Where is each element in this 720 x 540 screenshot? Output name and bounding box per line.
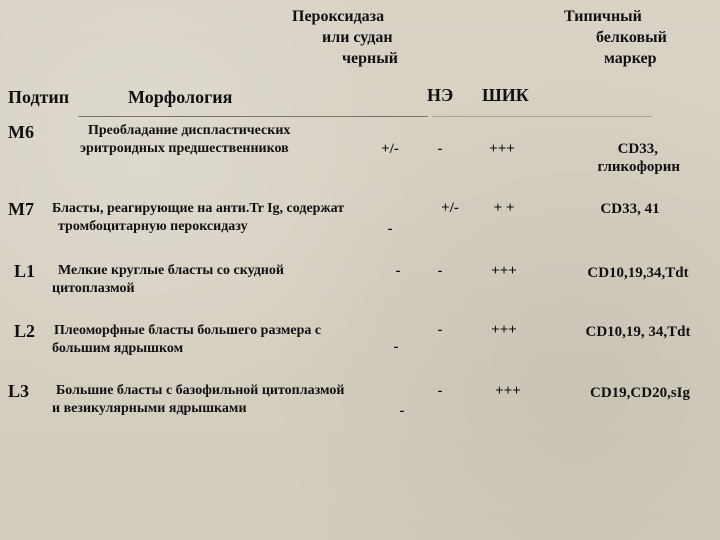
row-l1-morph-line-2: цитоплазмой <box>52 281 135 296</box>
row-l3-code: L3 <box>8 381 30 401</box>
row-l2-morph-line-1: Плеоморфные бласты большего размера с <box>54 323 322 338</box>
row-l1-morphology <box>52 262 284 298</box>
row-l1-code: L1 <box>14 261 36 281</box>
header-marker-line-3: маркер <box>604 50 657 67</box>
row-l2-morphology <box>52 322 321 358</box>
row-l1-peroxidase: - <box>395 263 401 279</box>
row-l3-morph-line-2: и везикулярными ядрышками <box>52 401 247 416</box>
row-l2-marker-line-1: CD10,19, 34,Tdt <box>585 324 691 340</box>
row-l2-marker <box>568 323 708 341</box>
row-l3-marker <box>570 384 710 402</box>
row-l2-ne: - <box>437 322 443 338</box>
header-morphology: Морфология <box>128 87 233 107</box>
row-l3-morph-line-1: Большие бласты с базофильной цитоплазмой <box>56 383 345 398</box>
row-m7-code: М7 <box>8 199 34 219</box>
header-rule <box>78 116 428 117</box>
header-marker-line-1: Типичный <box>564 8 642 25</box>
row-l3-peroxidase: - <box>399 403 405 419</box>
row-l1-ne: - <box>437 263 443 279</box>
header-peroxidase-line-1: Пероксидаза <box>292 8 385 25</box>
header-peroxidase <box>292 6 432 69</box>
header-subtype: Подтип <box>8 87 70 107</box>
row-l3-shik: +++ <box>495 383 521 399</box>
row-l3-ne: - <box>437 383 443 399</box>
header-ne: НЭ <box>427 85 454 105</box>
header-peroxidase-line-2: или судан <box>322 29 393 46</box>
row-m7-morphology <box>52 200 344 236</box>
row-m6-marker <box>560 140 680 176</box>
row-l2-code: L2 <box>14 321 36 341</box>
row-l1-shik: +++ <box>491 263 517 279</box>
row-l2-peroxidase: - <box>393 339 399 355</box>
row-l3-morphology <box>52 382 344 418</box>
row-m6-ne: - <box>437 141 443 157</box>
row-m7-ne: +/- <box>441 200 459 216</box>
row-m7-marker <box>570 200 690 218</box>
row-m6-morph-line-1: Преобладание диспластических <box>88 123 291 138</box>
row-m6-morph-line-2: эритроидных предшественников <box>80 141 289 156</box>
row-m6-peroxidase: +/- <box>381 141 399 157</box>
header-marker-line-2: белковый <box>596 29 667 46</box>
row-m7-marker-line-1: CD33, 41 <box>600 201 660 217</box>
row-m6-shik: +++ <box>489 141 515 157</box>
row-l1-marker <box>568 264 708 282</box>
row-l2-morph-line-2: большим ядрышком <box>52 341 184 356</box>
row-m6-morphology <box>80 122 290 158</box>
row-m6-marker-line-1: CD33, <box>617 141 658 157</box>
header-peroxidase-line-3: черный <box>342 50 398 67</box>
row-m7-morph-line-1: Бласты, реагирующие на анти.Tr Ig, содержат <box>52 201 345 216</box>
header-marker <box>560 6 700 69</box>
row-m7-morph-line-2: тромбоцитарную пероксидазу <box>58 219 248 234</box>
row-l1-morph-line-1: Мелкие круглые бласты со скудной <box>58 263 284 278</box>
header-rule-right <box>432 116 652 117</box>
row-l1-marker-line-1: CD10,19,34,Tdt <box>587 265 689 281</box>
row-l2-shik: +++ <box>491 322 517 338</box>
row-m7-peroxidase: - <box>387 221 393 237</box>
row-l3-marker-line-1: CD19,CD20,sIg <box>589 385 690 401</box>
row-m6-marker-line-2: гликофорин <box>597 159 680 175</box>
row-m7-shik: + + <box>493 200 515 216</box>
row-m6-code: М6 <box>8 122 34 142</box>
header-shik: ШИК <box>482 85 529 105</box>
